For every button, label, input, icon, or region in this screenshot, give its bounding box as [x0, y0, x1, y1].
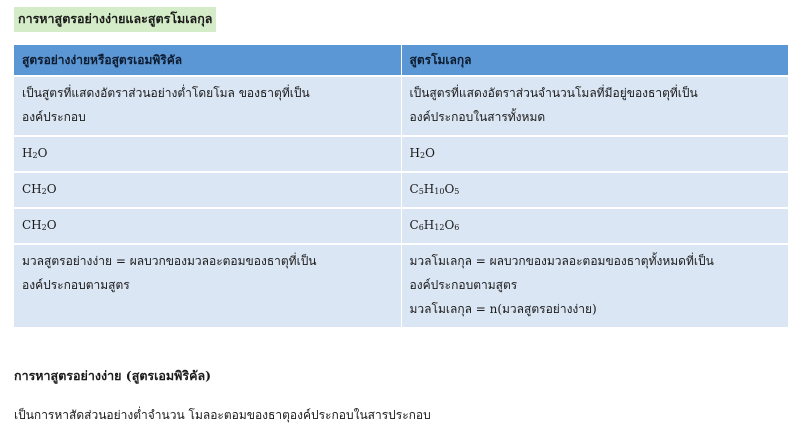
table-row [14, 76, 788, 136]
section-body-text: เป็นการหาสัดส่วนอย่างต่ำจำนวน โมลอะตอมของธาตุองค์ประกอบในสารประกอบ [14, 408, 431, 422]
cell-formula-ch2o: $CH_2O$ [14, 208, 401, 244]
cell-text-line: เป็นสูตรที่แสดงอัตราส่วนอย่างต่ำโดยโมล ของธาตุที่เป็น [22, 86, 310, 100]
cell-molecular-definition [401, 76, 788, 136]
table-row [14, 136, 788, 172]
cell-formula-ch2o: $CH_2O$ [14, 172, 401, 208]
table-row [14, 172, 788, 208]
cell-text-line: องค์ประกอบในสารทั้งหมด [409, 110, 546, 124]
cell-text-line: มวลโมเลกุล = n(มวลสูตรอย่างง่าย) [409, 302, 597, 316]
header-molecular-formula: สูตรโมเลกุล [401, 45, 788, 76]
comparison-table [14, 45, 788, 327]
cell-molecular-mass [401, 244, 788, 327]
cell-text-line: องค์ประกอบตามสูตร [409, 278, 518, 292]
cell-text-line: มวลโมเลกุล = ผลบวกของมวลอะตอมของธาตุทั้งหมดที่เป็น [409, 254, 714, 268]
header-empirical-formula: สูตรอย่างง่ายหรือสูตรเอมพิริคัล [14, 45, 401, 76]
cell-formula-h2o: $H_2O$ [401, 136, 788, 172]
cell-formula-h2o: $H_2O$ [14, 136, 401, 172]
cell-formula-c6h12o6: $C_6H_{12}O_6$ [401, 208, 788, 244]
cell-empirical-definition [14, 76, 401, 136]
cell-formula-c5h10o5: $C_5H_{10}O_5$ [401, 172, 788, 208]
cell-text-line: องค์ประกอบตามสูตร [22, 278, 130, 292]
cell-text-line: มวลสูตรอย่างง่าย = ผลบวกของมวลอะตอมของธาตุที่เป็น [22, 254, 317, 268]
page-heading: การหาสูตรอย่างง่ายและสูตรโมเลกุล [14, 7, 216, 32]
table-row [14, 244, 788, 327]
cell-text-line: เป็นสูตรที่แสดงอัตราส่วนจำนวนโมลที่มีอยู่ของธาตุที่เป็น [409, 86, 698, 100]
section-title: การหาสูตรอย่างง่าย (สูตรเอมพิริคัล) [14, 368, 212, 383]
table-header-row [14, 45, 788, 76]
cell-text-line: องค์ประกอบ [22, 110, 86, 124]
table-row [14, 208, 788, 244]
cell-empirical-mass [14, 244, 401, 327]
